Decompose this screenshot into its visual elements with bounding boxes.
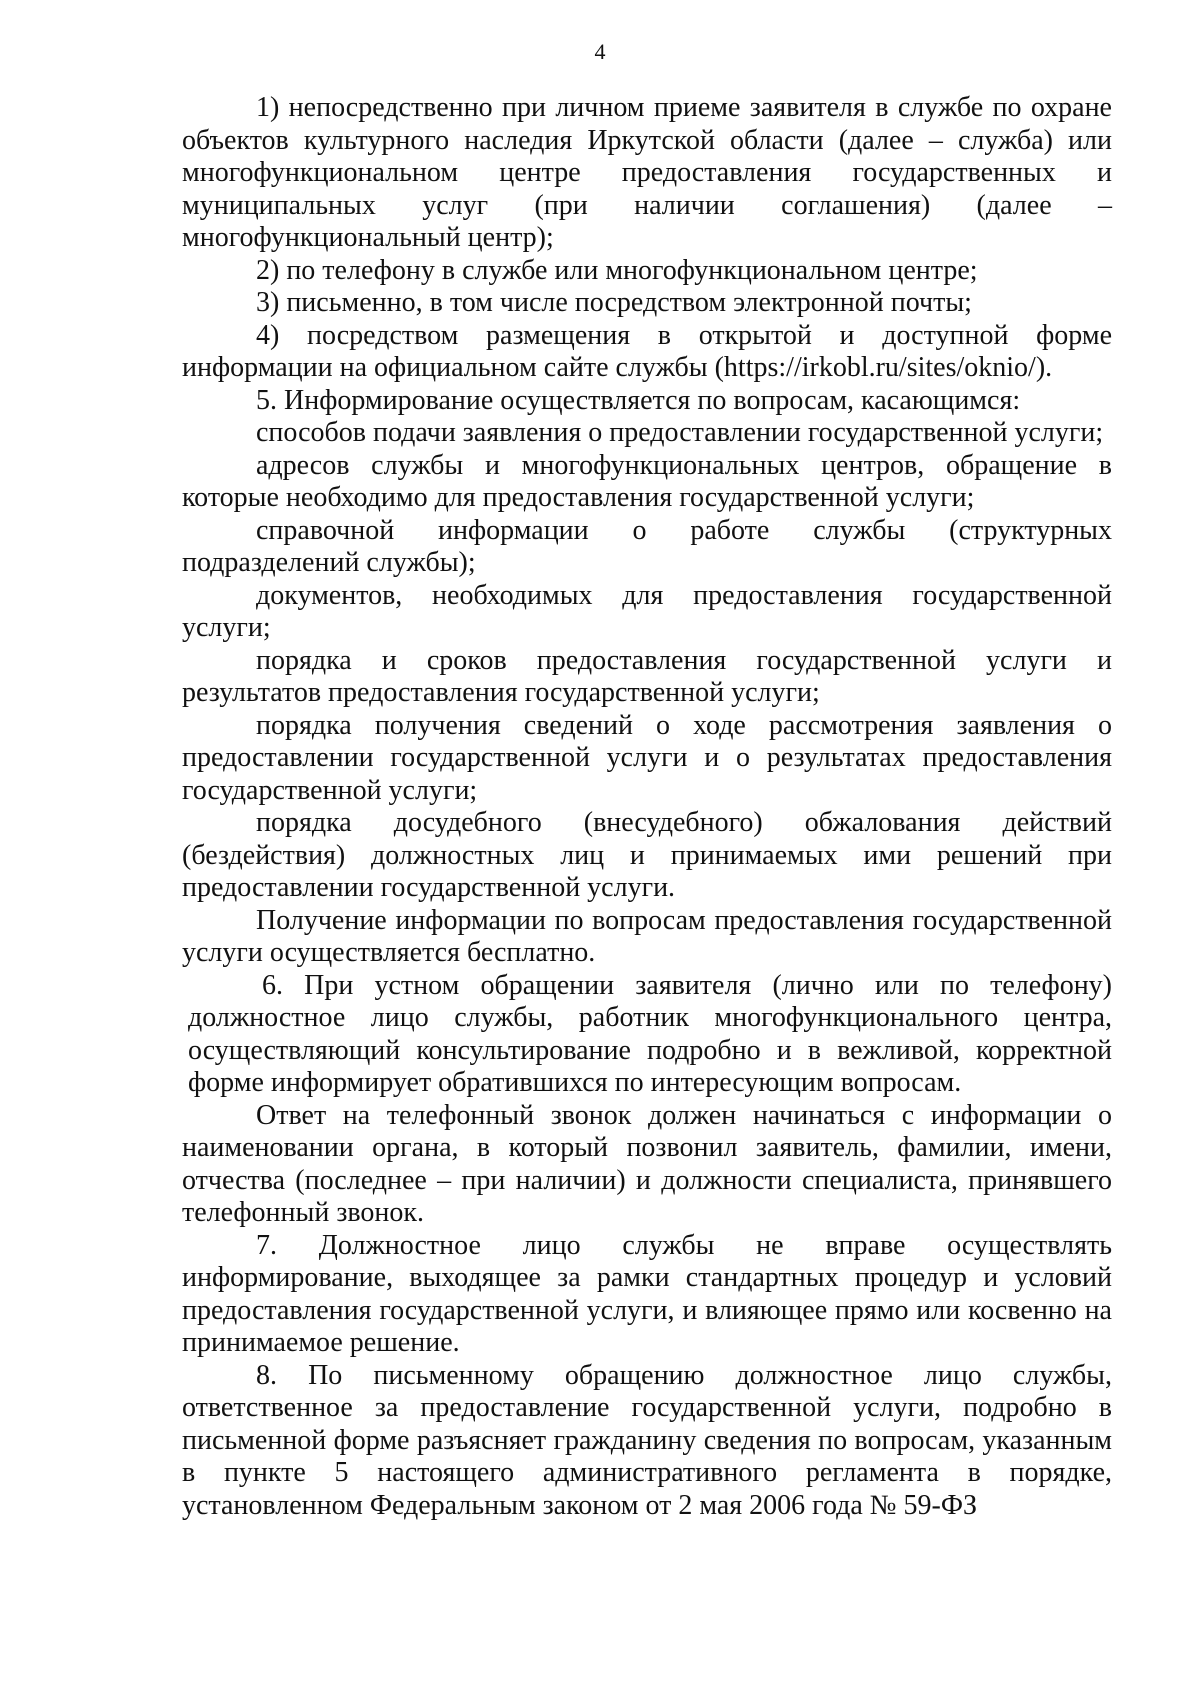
paragraph-item-1: 1) непосредственно при личном приеме заявителя в службе по охране объектов культурного наследия Иркутской области (далее – служба) или многофункциональном центре предоставления государственных и муниципальных услуг (при наличии соглашения) (далее – многофункциональный центр); xyxy=(182,92,1112,253)
paragraph-item-2: 2) по телефону в службе или многофункциональном центре; xyxy=(256,254,978,286)
paragraph-item-4: 4) посредством размещения в открытой и доступной форме информации на официальном сайте службы (https://irkobl.ru/sites/oknio/). xyxy=(182,319,1112,383)
paragraph-clause-8: 8. По письменному обращению должностное лицо службы, ответственное за предоставление государственной услуги, подробно в письменной форме разъясняет гражданину сведения по вопросам, указанным в пункте 5 настоящего административного регламента в порядке, установленном Федеральным законом от 2 мая 2006 года № 59-ФЗ xyxy=(182,1359,1112,1521)
paragraph-clause-6: 6. При устном обращении заявителя (лично или по телефону) должностное лицо службы, работник многофункционального центра, осуществляющий консультирование подробно и в вежливой, корректной форме информирует обратившихся по интересующим вопросам. xyxy=(188,969,1112,1098)
paragraph-topic-terms: порядка и сроков предоставления государственной услуги и результатов предоставления государственной услуги; xyxy=(182,644,1112,708)
paragraph-topic-addresses: адресов службы и многофункциональных центров, обращение в которые необходимо для предоставления государственной услуги; xyxy=(182,449,1112,513)
paragraph-topic-appeal: порядка досудебного (внесудебного) обжалования действий (бездействия) должностных лиц и принимаемых ими решений при предоставлении государственной услуги. xyxy=(182,807,1112,903)
document-body xyxy=(182,92,1112,1522)
paragraph-topic-progress: порядка получения сведений о ходе рассмотрения заявления о предоставлении государственной услуги и о результатах предоставления государственной услуги; xyxy=(182,709,1112,806)
paragraph-clause-5: 5. Информирование осуществляется по вопросам, касающимся: xyxy=(256,384,1021,416)
paragraph-topic-submission: способов подачи заявления о предоставлении государственной услуги; xyxy=(256,417,1104,448)
paragraph-clause-7: 7. Должностное лицо службы не вправе осуществлять информирование, выходящее за рамки стандартных процедур и условий предоставления государственной услуги, и влияющее прямо или косвенно на принимаемое решение. xyxy=(182,1229,1112,1358)
paragraph-free-of-charge: Получение информации по вопросам предоставления государственной услуги осуществляется бесплатно. xyxy=(182,904,1112,968)
page-number: 4 xyxy=(594,39,606,64)
paragraph-topic-reference: справочной информации о работе службы (структурных подразделений службы); xyxy=(182,514,1112,578)
paragraph-item-3: 3) письменно, в том числе посредством электронной почты; xyxy=(256,287,972,318)
paragraph-phone-answer: Ответ на телефонный звонок должен начинаться с информации о наименовании органа, в который позвонил заявитель, фамилии, имени, отчества (последнее – при наличии) и должности специалиста, принявшего телефонный звонок. xyxy=(182,1099,1112,1228)
paragraph-topic-documents: документов, необходимых для предоставления государственной услуги; xyxy=(182,579,1112,643)
